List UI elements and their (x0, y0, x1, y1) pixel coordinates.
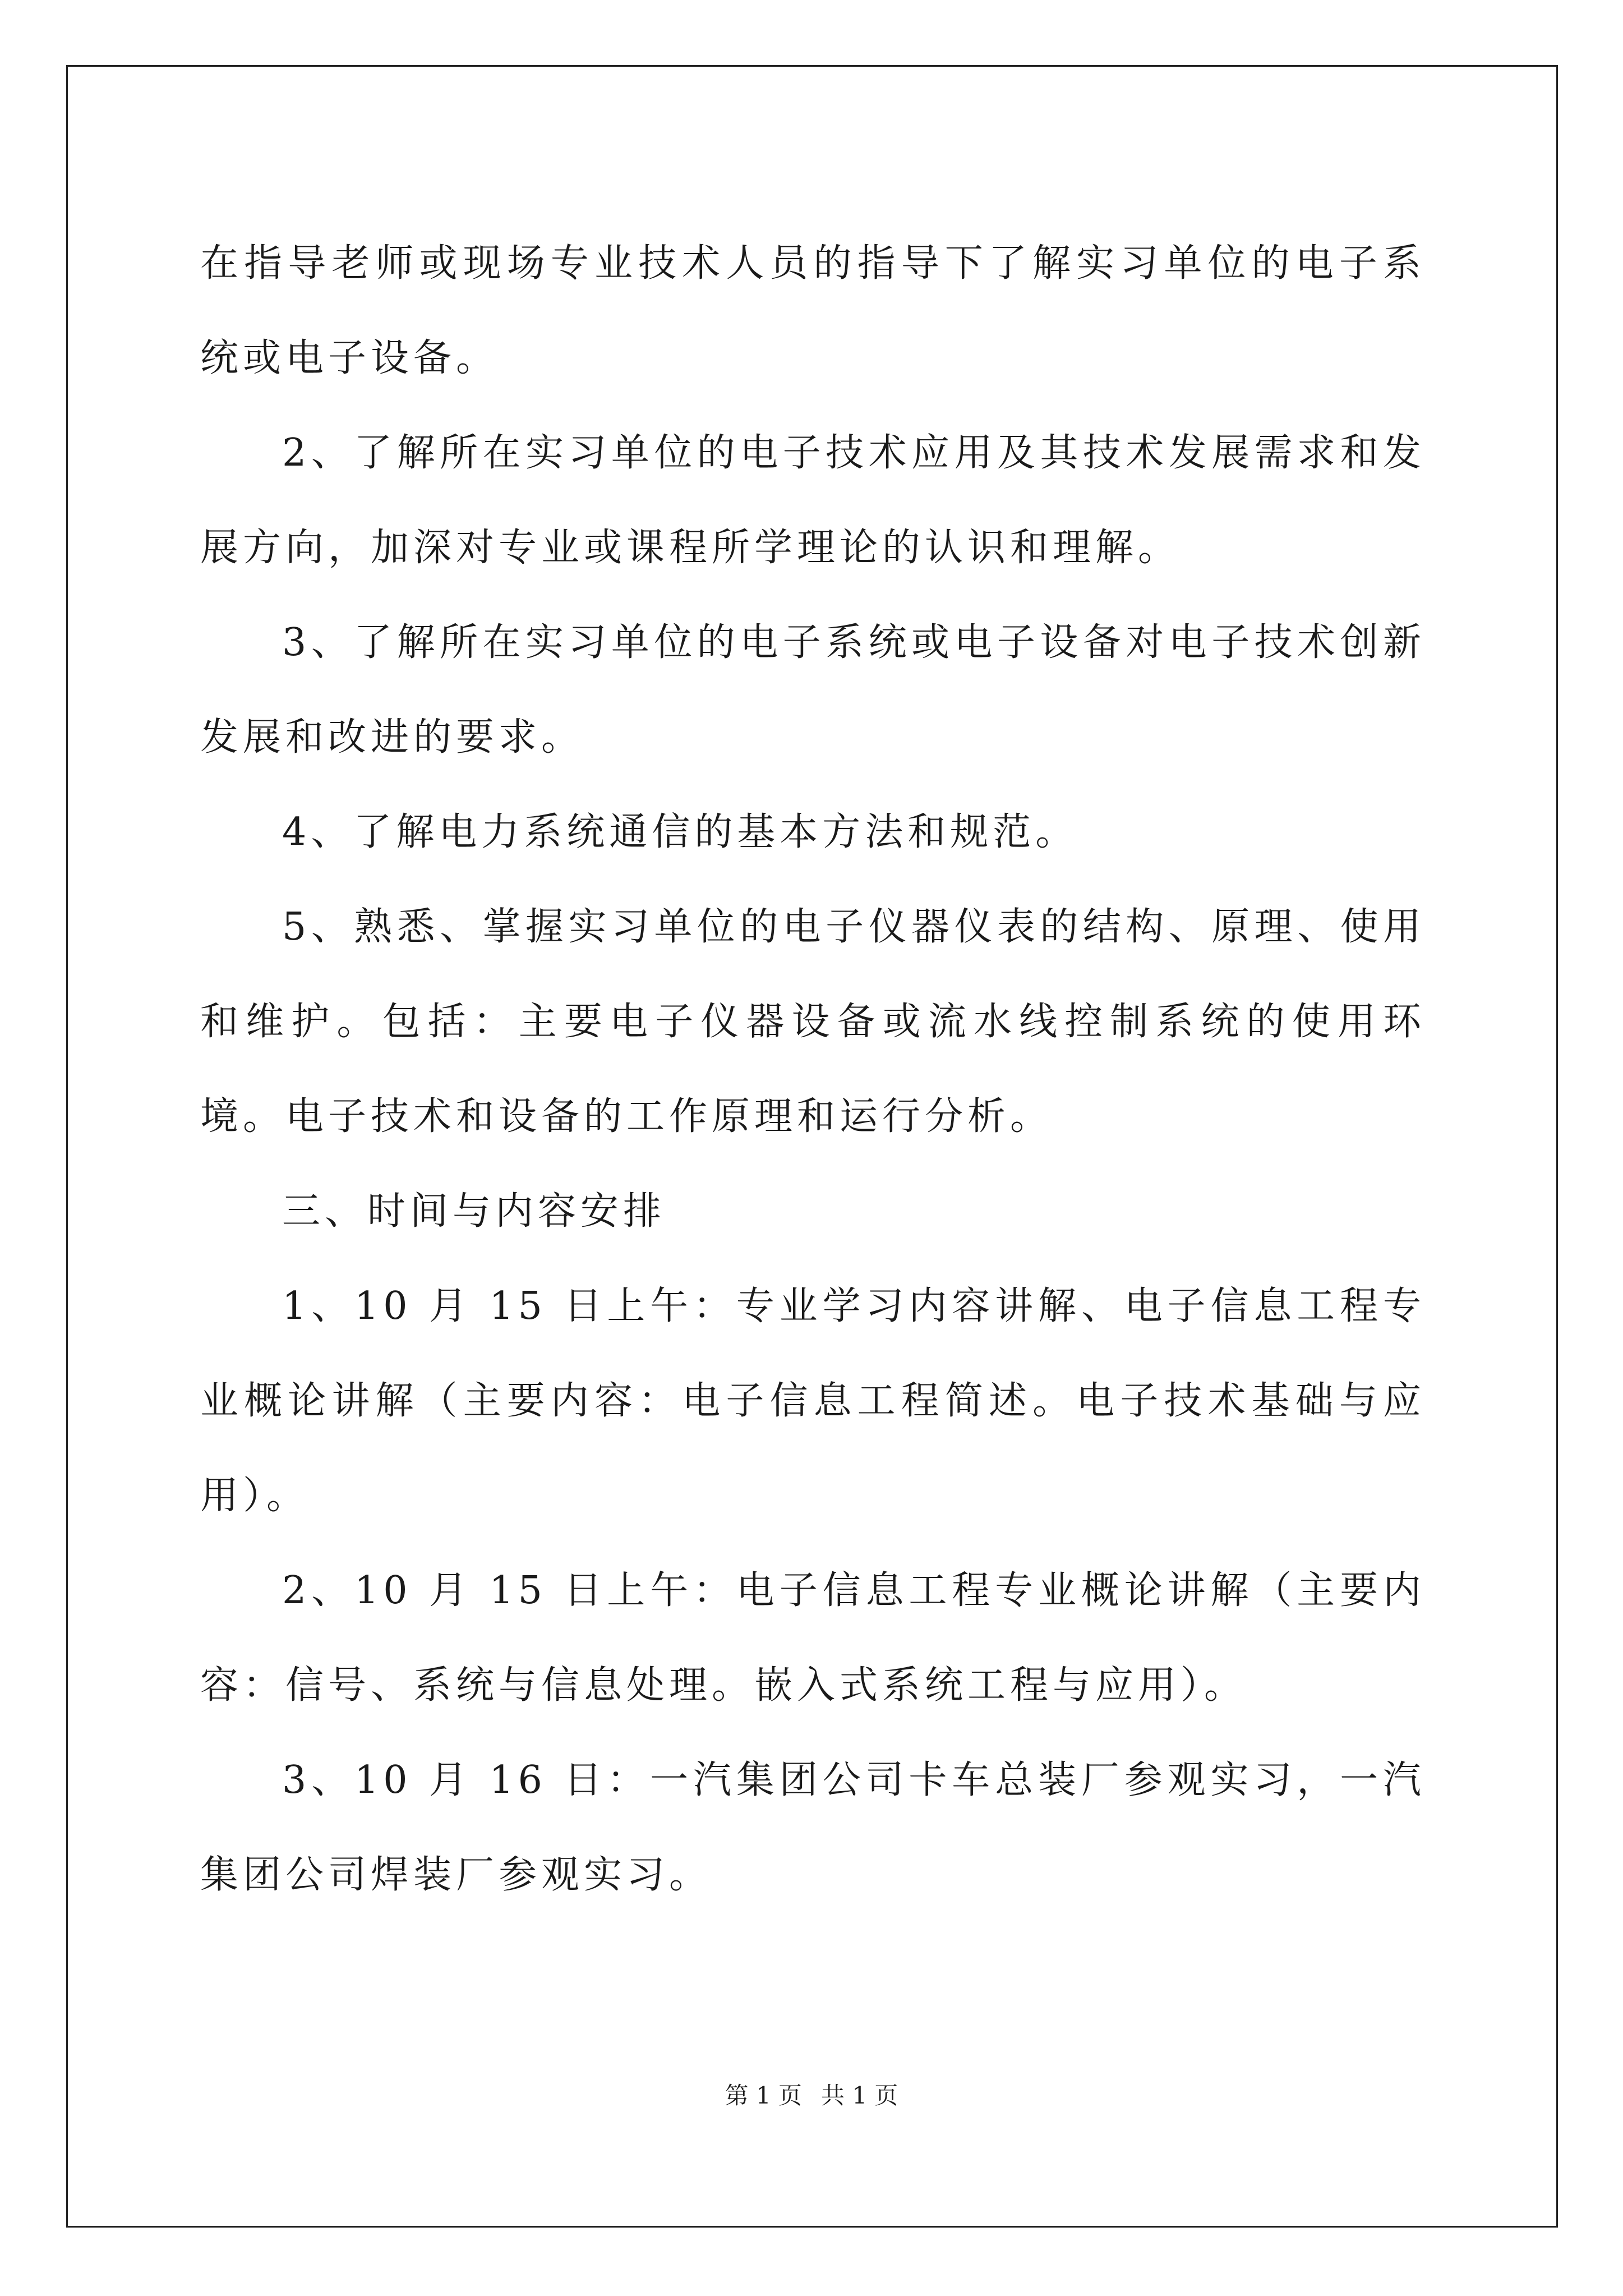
page-total: 共 1 页 (821, 2082, 898, 2109)
paragraph: 3、10 月 16 日：一汽集团公司卡车总装厂参观实习，一汽集团公司焊装厂参观实习。 (200, 1758, 1426, 1897)
paragraph: 5、熟悉、掌握实习单位的电子仪器仪表的结构、原理、使用和维护。包括：主要电子仪器设备或流水线控制系统的使用环境。电子技术和设备的工作原理和运行分析。 (200, 905, 1426, 1139)
section-heading: 三、时间与内容安排 (282, 1189, 666, 1234)
paragraph: 2、了解所在实习单位的电子技术应用及其技术发展需求和发展方向，加深对专业或课程所学理论的认识和理解。 (200, 431, 1426, 570)
paragraph: 3、了解所在实习单位的电子系统或电子设备对电子技术创新发展和改进的要求。 (200, 620, 1426, 760)
document-body (200, 216, 1426, 1922)
paragraph: 在指导老师或现场专业技术人员的指导下了解实习单位的电子系统或电子设备。 (200, 241, 1426, 380)
paragraph: 1、10 月 15 日上午：专业学习内容讲解、电子信息工程专业概论讲解（主要内容：电子信息工程简述。电子技术基础与应用）。 (200, 1284, 1426, 1518)
paragraph: 2、10 月 15 日上午：电子信息工程专业概论讲解（主要内容：信号、系统与信息处理。嵌入式系统工程与应用）。 (200, 1568, 1426, 1708)
page-footer (0, 2079, 1623, 2113)
paragraph: 4、了解电力系统通信的基本方法和规范。 (282, 810, 1078, 854)
page-number: 第 1 页 (725, 2082, 802, 2109)
